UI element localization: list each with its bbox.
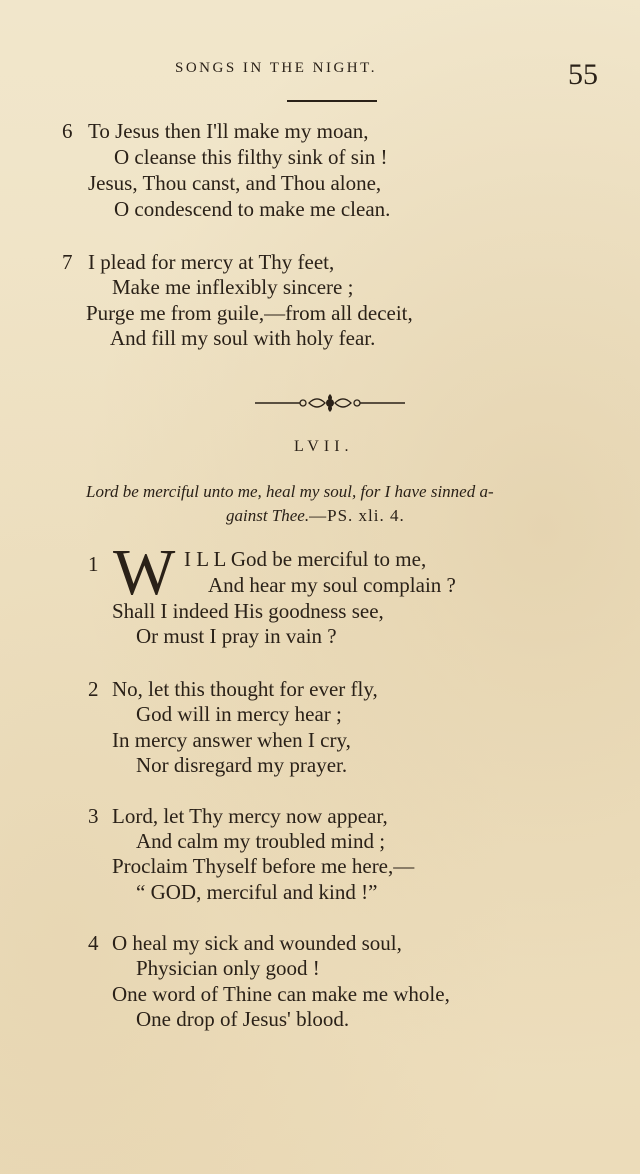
verse-line: Or must I pray in vain ? (136, 624, 337, 648)
verse-line: No, let this thought for ever fly, (112, 677, 378, 701)
drop-cap: W (113, 536, 176, 609)
stanza-number: 4 (88, 931, 99, 955)
verse-line: I plead for mercy at Thy feet, (88, 250, 335, 274)
verse-line: O cleanse this filthy sink of sin ! (114, 145, 388, 169)
stanza-number: 2 (88, 677, 99, 701)
stanza-number: 3 (88, 804, 99, 828)
stanza-number: 6 (62, 119, 73, 143)
head-rule (287, 100, 377, 102)
verse-line: “ GOD, merciful and kind !” (136, 880, 378, 904)
verse-line: I L L God be merciful to me, (184, 547, 427, 571)
verse-line: Nor disregard my prayer. (136, 753, 348, 777)
hymn-number: LVII. (294, 438, 354, 455)
verse-line: Shall I indeed His goodness see, (112, 599, 384, 623)
epigraph-text: gainst Thee. (226, 506, 310, 525)
verse-line: And hear my soul complain ? (208, 573, 456, 597)
epigraph-reference: —PS. xli. 4. (309, 506, 405, 525)
ornament-divider (255, 392, 405, 414)
stanza-number: 1 (88, 552, 99, 576)
verse-line: In mercy answer when I cry, (112, 728, 351, 752)
verse-line: Jesus, Thou canst, and Thou alone, (88, 171, 382, 195)
epigraph-line-2 (226, 505, 405, 527)
verse-line: O heal my sick and wounded soul, (112, 931, 402, 955)
verse-line: Purge me from guile,—from all deceit, (86, 301, 413, 325)
verse-line: One word of Thine can make me whole, (112, 982, 450, 1006)
verse-line: Lord, let Thy mercy now appear, (112, 804, 388, 828)
verse-line: Make me inflexibly sincere ; (112, 275, 354, 299)
verse-line: And fill my soul with holy fear. (110, 326, 376, 350)
verse-line: Physician only good ! (136, 956, 320, 980)
running-head: SONGS IN THE NIGHT. (175, 60, 377, 76)
verse-line: To Jesus then I'll make my moan, (88, 119, 369, 143)
page-number: 55 (568, 58, 598, 91)
stanza-number: 7 (62, 250, 73, 274)
verse-line: One drop of Jesus' blood. (136, 1007, 350, 1031)
verse-line: And calm my troubled mind ; (136, 829, 386, 853)
epigraph-line-1: Lord be merciful unto me, heal my soul, for I have sinned a- (86, 482, 494, 501)
verse-line: God will in mercy hear ; (136, 702, 342, 726)
verse-line: O condescend to make me clean. (114, 197, 391, 221)
verse-line: Proclaim Thyself before me here,— (112, 854, 415, 878)
